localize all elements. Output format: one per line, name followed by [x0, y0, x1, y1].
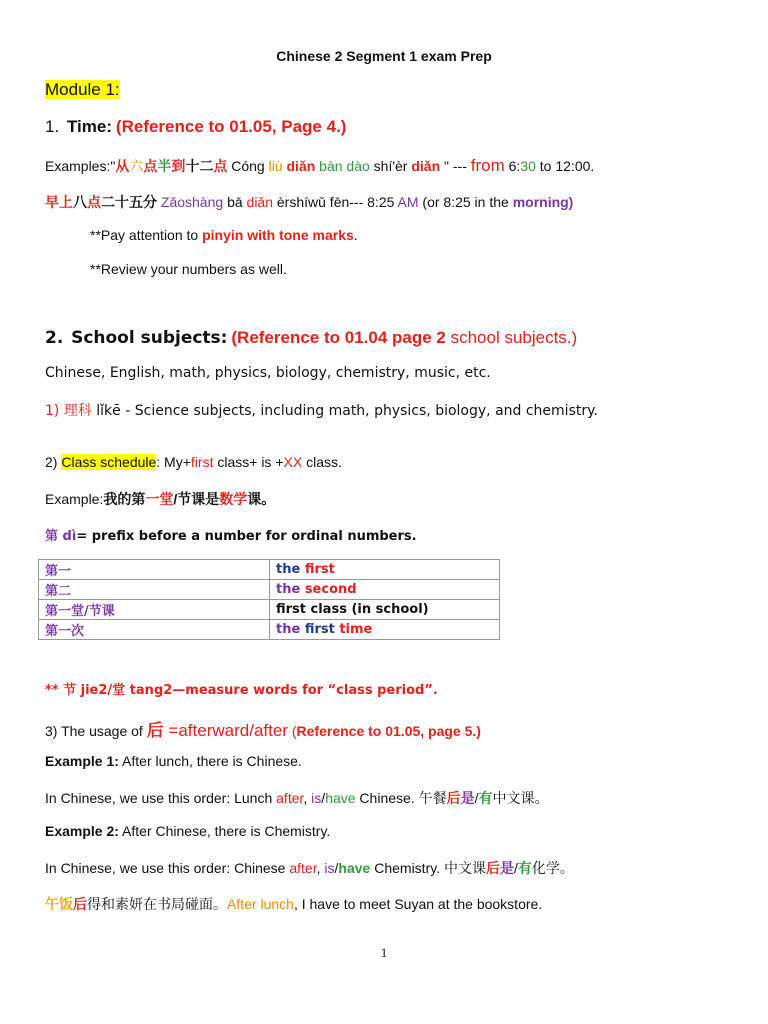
schedule-example: Example:我的第一堂/节课是数学课。 — [45, 491, 276, 507]
ordinal-chinese: 第一 — [39, 560, 270, 580]
module-label: Module 1: — [45, 80, 120, 99]
lunch-example: 午饭后得和素妍在书局碰面。After lunch, I have to meet Suyan at the bookstore. — [45, 896, 543, 912]
page-number: 1 — [380, 945, 388, 960]
ordinal-english: the first time — [270, 620, 500, 640]
module-heading — [45, 80, 120, 100]
example-1: Example 1: After lunch, there is Chinese. — [45, 753, 302, 769]
table-row — [39, 580, 500, 600]
note-numbers: **Review your numbers as well. — [90, 261, 287, 277]
ordinal-chinese: 第一堂/节课 — [39, 600, 270, 620]
ordinal-chinese: 第二 — [39, 580, 270, 600]
table-row — [39, 560, 500, 580]
chinese-order-1: In Chinese, we use this order: Lunch after, is/have Chinese. 午餐后是/有中文课。 — [45, 790, 549, 806]
usage-of-hou-item: 3) The usage of 后 =afterward/after (Reference to 01.05, page 5.) — [45, 721, 481, 740]
chinese-order-2: In Chinese, we use this order: Chinese after, is/have Chemistry. 中文课后是/有化学。 — [45, 860, 574, 876]
section-2-heading: 2. School subjects: (Reference to 01.04 page 2 school subjects.) — [45, 328, 578, 348]
time-example-1: Examples:"从六点半到十二点 Cóng liù diǎn bàn dào shí'èr diǎn " --- from 6:30 to 12:00. — [45, 156, 595, 175]
example-2: Example 2: After Chinese, there is Chemistry. — [45, 823, 331, 839]
note-tone-marks: **Pay attention to pinyin with tone marks. — [90, 227, 358, 243]
subjects-list: Chinese, English, math, physics, biology, chemistry, music, etc. — [45, 365, 491, 381]
ordinal-chinese: 第一次 — [39, 620, 270, 640]
measure-words-note: ** 节 jie2/堂 tang2—measure words for “class period”. — [45, 683, 438, 698]
document-title: Chinese 2 Segment 1 exam Prep — [276, 48, 492, 64]
ordinal-english: the second — [270, 580, 500, 600]
section-1-heading: 1. Time: (Reference to 01.05, Page 4.) — [45, 117, 347, 136]
section-1-reference: (Reference to 01.05, Page 4.) — [115, 117, 347, 136]
science-subjects-item: 1) 理科 lǐkē - Science subjects, including math, physics, biology, and chemistry. — [45, 403, 598, 419]
table-row — [39, 620, 500, 640]
ordinal-prefix-note: 第 dì= prefix before a number for ordinal numbers. — [45, 529, 417, 544]
ordinal-table — [38, 559, 500, 640]
ordinal-english: the first — [270, 560, 500, 580]
class-schedule-item: 2) Class schedule: My+first class+ is +XX class. — [45, 454, 342, 470]
time-example-2: 早上八点二十五分 Zǎoshàng bā diǎn èrshíwǔ fēn--- 8:25 AM (or 8:25 in the morning) — [45, 194, 574, 210]
ordinal-english: first class (in school) — [270, 600, 500, 620]
table-row — [39, 600, 500, 620]
